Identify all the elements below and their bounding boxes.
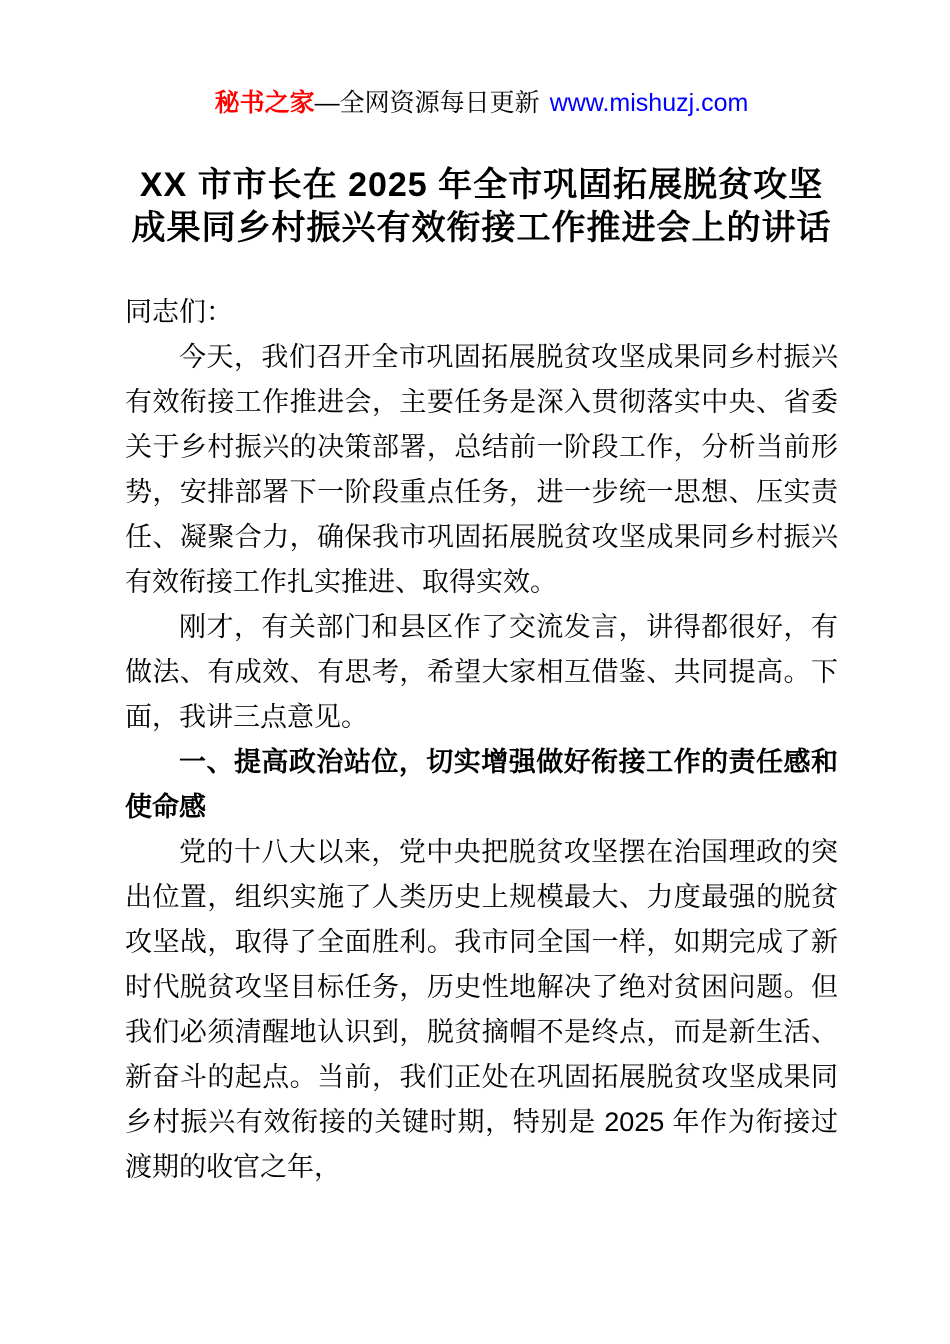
site-url-link[interactable]: www.mishuzj.com	[549, 89, 749, 117]
paragraph-opening: 今天，我们召开全市巩固拓展脱贫攻坚成果同乡村振兴有效衔接工作推进会，主要任务是深入贯彻落实中央、省委关于乡村振兴的决策部署，总结前一阶段工作，分析当前形势，安排部署下一阶段重点任务，进一步统一思想、压实责任、凝聚合力，确保我市巩固拓展脱贫攻坚成果同乡村振兴有效衔接工作扎实推进、取得实效。	[125, 342, 838, 597]
section-heading-1: 一、提高政治站位，切实增强做好衔接工作的责任感和使命感	[125, 747, 838, 822]
site-tagline: —全网资源每日更新	[314, 89, 540, 117]
paragraph-section-1-body: 党的十八大以来，党中央把脱贫攻坚摆在治国理政的突出位置，组织实施了人类历史上规模最大、力度最强的脱贫攻坚战，取得了全面胜利。我市同全国一样，如期完成了新时代脱贫攻坚目标任务，历史性地解决了绝对贫困问题。但我们必须清醒地认识到，脱贫摘帽不是终点，而是新生活、新奋斗的起点。当前，我们正处在巩固拓展脱贫攻坚成果同乡村振兴有效衔接的关键时期，特别是 2025 年作为衔接过渡期的收官之年，	[125, 837, 838, 1182]
document-body	[125, 290, 838, 1190]
document-title	[125, 164, 838, 250]
document-title-line-1: XX 市市长在 2025 年全市巩固拓展脱贫攻坚	[139, 166, 824, 204]
page-header	[125, 88, 838, 118]
site-brand: 秘书之家	[214, 89, 315, 117]
paragraph-remarks: 刚才，有关部门和县区作了交流发言，讲得都很好，有做法、有成效、有思考，希望大家相互借鉴、共同提高。下面，我讲三点意见。	[125, 612, 838, 732]
salutation: 同志们：	[125, 297, 233, 327]
document-title-line-2: 成果同乡村振兴有效衔接工作推进会上的讲话	[131, 209, 832, 247]
